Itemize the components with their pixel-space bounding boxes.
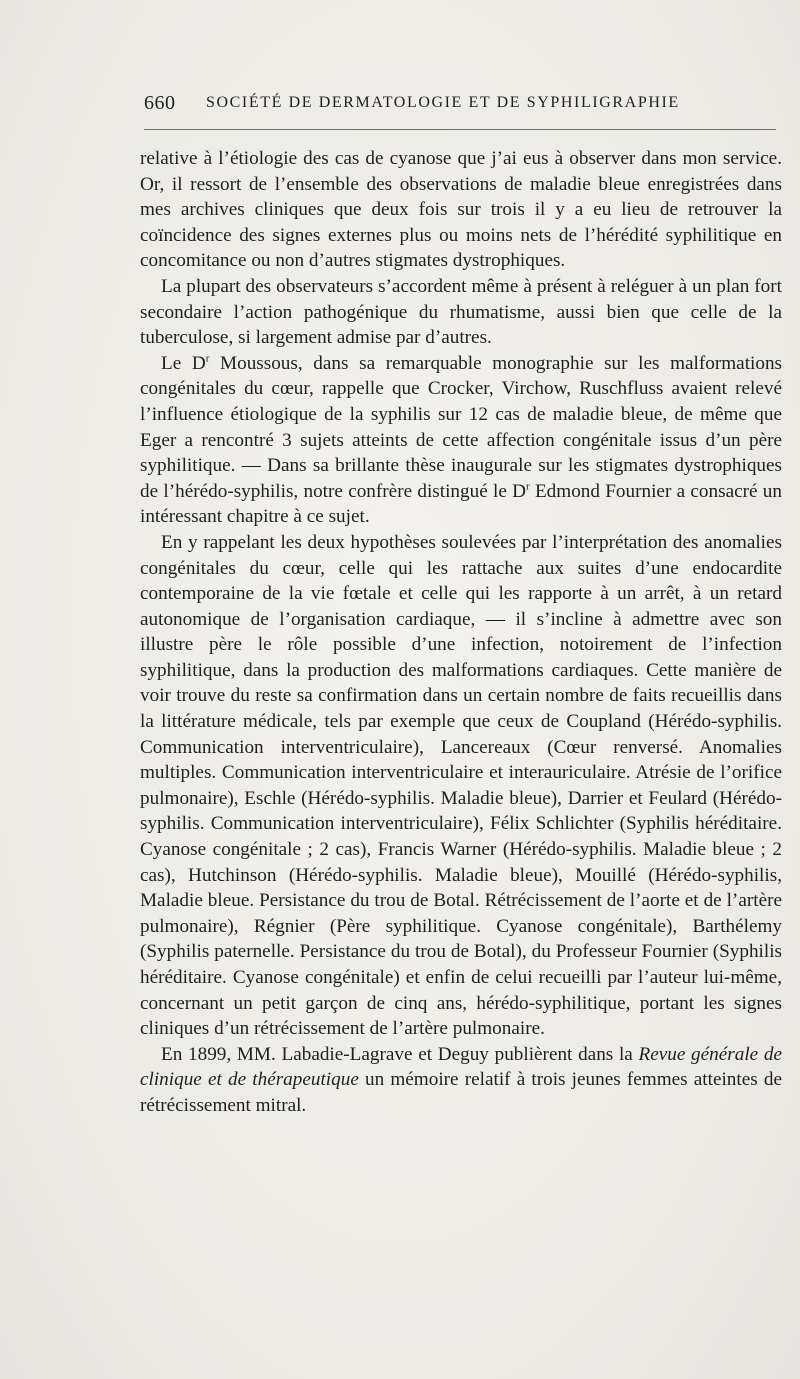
page-header [144, 92, 776, 120]
paragraph-3 [140, 351, 782, 530]
superscript-r: r [205, 352, 210, 365]
paragraph-2: La plupart des observateurs s’accordent même à présent à reléguer à un plan fort secondaire l’action pathogénique du rhumatisme, aussi bien que celle de la tuberculose, si largement admise par d’autres. [140, 275, 782, 349]
paragraph-3-part-a: Le D [161, 352, 206, 374]
header-rule [144, 129, 776, 130]
running-title: SOCIÉTÉ DE DERMATOLOGIE ET DE SYPHILIGRAPHIE [206, 94, 680, 111]
page-number: 660 [144, 92, 176, 114]
paragraph-4: En y rappelant les deux hypothèses soulevées par l’interprétation des anomalies congénitales du cœur, celle qui les rattache aux suites d’une endocardite contemporaine de la vie fœtale et celle qui les rapporte à un arrêt, à un retard autonomique de l’organisation cardiaque, — il s’incline à admettre avec son illustre père le rôle possible d’une infection, notoirement de l’infection syphilitique, dans la production des malformations cardiaques. Cette manière de voir trouve du reste sa confirmation dans un certain nombre de faits recueillis dans la littérature médicale, tels par exemple que ceux de Coupland (Hérédo-syphilis. Communication interventriculaire), Lancereaux (Cœur renversé. Anomalies multiples. Communication interventriculaire et interauriculaire. Atrésie de l’orifice pulmonaire), Eschle (Hérédo-syphilis. Maladie bleue), Darrier et Feulard (Hérédo-syphilis. Communication interventriculaire), Félix Schlichter (Syphilis héréditaire. Cyanose congénitale ; 2 cas), Francis Warner (Hérédo-syphilis. Maladie bleue ; 2 cas), Hutchinson (Hérédo-syphilis. Maladie bleue), Mouillé (Hérédo-syphilis, Maladie bleue. Persistance du trou de Botal. Rétrécissement de l’aorte et de l’artère pulmonaire), Régnier (Père syphilitique. Cyanose congénitale), Barthélemy (Syphilis paternelle. Persistance du trou de Botal), du Professeur Fournier (Syphilis héréditaire. Cyanose congénitale) et enfin de celui recueilli par l’auteur lui-même, concernant un petit garçon de cinq ans, hérédo-syphilitique, portant les signes cliniques d’un rétrécissement de l’artère pulmonaire. [140, 531, 782, 1040]
paragraph-3-part-c: Edmond Fournier a consacré un intéressant chapitre à ce sujet. [140, 480, 782, 528]
paragraph-5-part-b: un mémoire relatif à trois jeunes femmes atteintes de rétrécissement mitral. [140, 1069, 782, 1116]
paragraph-5-part-a: En 1899, MM. Labadie-Lagrave et Deguy publièrent dans la [161, 1043, 639, 1065]
paragraph-3-part-b: Moussous, dans sa remarquable monographie sur les malformations congénitales du cœur, rappelle que Crocker, Virchow, Ruschfluss avaient relevé l’influence étiologique de la syphilis sur 12 cas de maladie bleue, de même que Eger a rencontré 3 sujets atteints de cette affection congénitale issus d’un père syphilitique. — Dans sa brillante thèse inaugurale sur les stigmates dystrophiques de l’hérédo-syphilis, notre confrère distingué le D [140, 352, 783, 502]
paragraph-5 [140, 1042, 782, 1119]
paragraph-1: relative à l’étiologie des cas de cyanose que j’ai eus à observer dans mon service. Or, il ressort de l’ensemble des observations de maladie bleue enregistrées dans mes archives cliniques que deux fois sur trois il y a eu lieu de retrouver la coïncidence des signes externes plus ou moins nets de l’hérédité syphilitique en concomitance ou non d’autres stigmates dystrophiques. [140, 148, 782, 272]
body-text [140, 146, 782, 1119]
superscript-r: r [526, 480, 530, 493]
journal-title: Revue générale de clinique et de thérapeutique [140, 1043, 782, 1091]
